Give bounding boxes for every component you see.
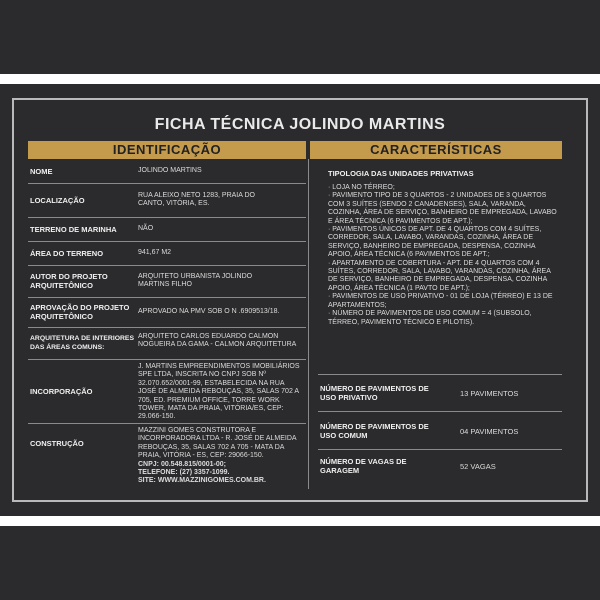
label-pavimentos-comum: NÚMERO DE PAVIMENTOS DE USO COMUM [320, 422, 429, 440]
label-aprovacao: APROVAÇÃO DO PROJETO ARQUITETÔNICO [30, 303, 130, 321]
label-terreno-marinha: TERRENO DE MARINHA [30, 225, 117, 234]
row-aprovacao [28, 297, 306, 328]
value-localizacao: RUA ALEIXO NETO 1283, PRAIA DO CANTO, VITÓRIA, ES. [138, 192, 255, 208]
construcao-site: SITE: WWW.MAZZINIGOMES.COM.BR. [138, 477, 266, 485]
value-aprovacao: APROVADO NA PMV SOB O N .6909513/18. [138, 308, 280, 315]
label-vagas-garagem: NÚMERO DE VAGAS DE GARAGEM [320, 457, 407, 475]
value-area-terreno: 941,67 M2 [138, 249, 172, 256]
technical-sheet-card [12, 98, 588, 502]
value-incorporacao: J. MARTINS EMPREENDIMENTOS IMOBILIÁRIOS SPE LTDA, INSCRITA NO CNPJ SOB Nº 32.070.652/0001-99, ESTABELECIDA NA RUA JOSÉ DE ALMEIDA REBOUÇAS, 35, SALAS 702 A 705, ED. PREMIUM OFFICE, TORRE WORK TOWER, MATA DA PRAIA, VITÓRIA/ES, CEP: 29.066-150. [138, 363, 300, 421]
label-pavimentos-privativo: NÚMERO DE PAVIMENTOS DE USO PRIVATIVO [320, 384, 429, 402]
row-autor-projeto [28, 265, 306, 298]
tipologia-list [328, 184, 560, 327]
tipologia-item: · LOJA NO TÉRREO; [328, 184, 395, 191]
row-pavimentos-comum [318, 411, 562, 450]
label-incorporacao: INCORPORAÇÃO [30, 387, 93, 396]
value-pavimentos-privativo: 13 PAVIMENTOS [460, 389, 519, 398]
section-caracteristicas: CARACTERÍSTICAS [310, 141, 562, 159]
value-construcao [138, 427, 304, 486]
construcao-endereco: MAZZINI GOMES CONSTRUTORA E INCORPORADORA LTDA - R. JOSÉ DE ALMEIDA REBOUÇAS, 35, SALAS 702 A 705 - MATA DA PRAIA, VITÓRIA - ES, CEP: 29066-150. [138, 427, 297, 460]
row-localizacao [28, 183, 306, 218]
row-area-terreno [28, 241, 306, 266]
row-nome [28, 159, 306, 184]
tipologia-item: · NÚMERO DE PAVIMENTOS DE USO COMUM = 4 (SUBSOLO, TÉRREO, PAVIMENTO TÉCNICO E PILOTIS). [328, 310, 532, 326]
value-terreno-marinha: NÃO [138, 225, 154, 232]
label-localizacao: LOCALIZAÇÃO [30, 196, 85, 205]
top-background [0, 0, 600, 74]
row-arquitetura-interiores [28, 327, 306, 360]
tipologia-item: · PAVIMENTO TIPO DE 3 QUARTOS - 2 UNIDADES DE 3 QUARTOS COM 3 SUÍTES (SENDO 2 CANADENSES), SALA, VARANDA, COZINHA, ÁREA DE SERVIÇO, BANHEIRO DE EMPREGADA, LAVABO E ÁREA TÉCNICA (6 PAVIMENTOS DE APT.); [328, 192, 557, 225]
tipologia-item: · PAVIMENTOS DE USO PRIVATIVO - 01 DE LOJA (TÉRREO) E 13 DE APARTAMENTOS; [328, 293, 553, 309]
column-divider [308, 159, 309, 489]
construcao-cnpj: CNPJ: 00.548.815/0001-00; [138, 460, 226, 468]
row-vagas-garagem [318, 449, 562, 485]
label-nome: NOME [30, 167, 53, 176]
construcao-telefone: TELEFONE: (27) 3357-1099. [138, 469, 230, 477]
label-autor-projeto: AUTOR DO PROJETO ARQUITETÔNICO [30, 272, 108, 290]
value-autor-projeto: ARQUITETO URBANISTA JOLINDO MARTINS FILHO [138, 273, 253, 289]
label-area-terreno: ÁREA DO TERRENO [30, 249, 104, 258]
row-incorporacao [28, 359, 306, 424]
row-construcao [28, 423, 306, 489]
value-arquitetura-interiores: ARQUITETO CARLOS EDUARDO CALMON NOGUEIRA DA GAMA - CALMON ARQUITETURA [138, 333, 297, 349]
row-terreno-marinha [28, 217, 306, 242]
label-arquitetura-interiores: ARQUITETURA DE INTERIORES DAS ÁREAS COMUNS: [30, 335, 134, 351]
label-construcao: CONSTRUÇÃO [30, 439, 84, 448]
tipologia-title: TIPOLOGIA DAS UNIDADES PRIVATIVAS [328, 169, 474, 178]
tipologia-item: · APARTAMENTO DE COBERTURA - APT. DE 4 QUARTOS COM 4 SUÍTES, CORREDOR, SALA, LAVABO, VARANDAS, COZINHA, ÁREA DE SERVIÇO, BANHEIRO DE EMPREGADA, DESPENSA, COZINHA APOIO, ÁREA TÉCNICA (1 PAVTO DE APT.); [328, 259, 551, 292]
section-identificacao: IDENTIFICAÇÃO [28, 141, 306, 159]
white-stripe-top [0, 74, 600, 84]
white-stripe-bottom [0, 516, 600, 526]
value-nome: JOLINDO MARTINS [138, 167, 202, 174]
tipologia-item: · PAVIMENTOS ÚNICOS DE APT. DE 4 QUARTOS COM 4 SUÍTES, CORREDOR, SALA, LAVABO, VARANDAS, COZINHA, ÁREA DE SERVIÇO, BANHEIRO DE EMPREGADA, DESPENSA, COZINHA APOIO, ÁREA TÉCNICA (6 PAVIMENTOS DE APT.; [328, 226, 542, 259]
sheet-title: FICHA TÉCNICA JOLINDO MARTINS [154, 116, 446, 133]
value-pavimentos-comum: 04 PAVIMENTOS [460, 427, 519, 436]
value-vagas-garagem: 52 VAGAS [460, 462, 496, 471]
row-pavimentos-privativo [318, 375, 562, 412]
